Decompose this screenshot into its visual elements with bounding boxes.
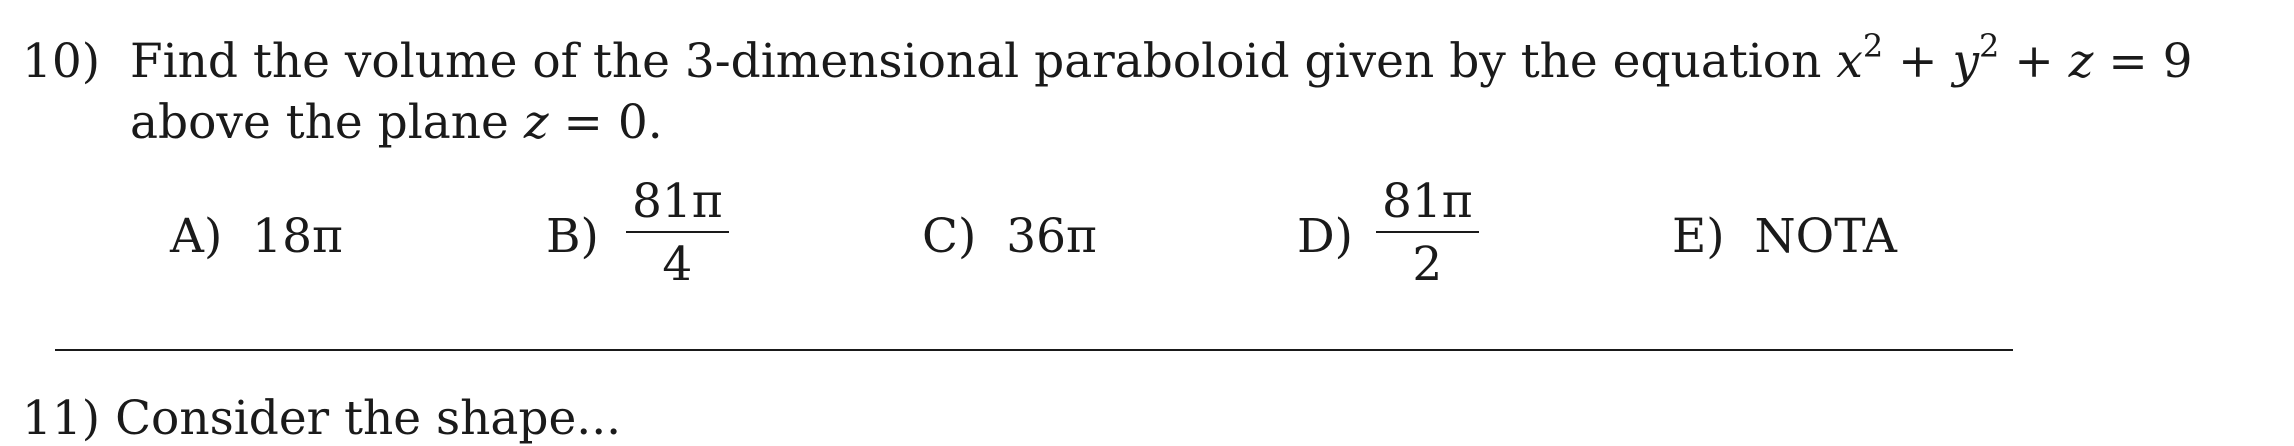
choice-a[interactable] — [170, 209, 343, 264]
separator-rule — [55, 349, 2013, 351]
choice-e[interactable] — [1672, 209, 1897, 264]
choice-b-denominator: 4 — [662, 237, 693, 292]
choice-e-value: NOTA — [1754, 209, 1897, 264]
choice-e-label: E) — [1672, 209, 1725, 264]
question-text: Find the volume of the 3-dimensional paraboloid given by the equation — [130, 34, 1822, 89]
choice-b-numerator: 81π — [632, 174, 723, 229]
choice-c-label: C) — [922, 209, 977, 264]
choice-d-numerator: 81π — [1382, 174, 1473, 229]
choice-c[interactable] — [922, 209, 1097, 264]
plane-equation: z = 0. — [523, 95, 663, 150]
choice-a-value: 18π — [252, 209, 343, 264]
next-question-partial: 11) Consider the shape... — [22, 391, 622, 446]
choice-d-fraction[interactable] — [1376, 174, 1479, 292]
question-text-line2: above the plane z = 0. — [130, 95, 663, 150]
choice-a-label: A) — [170, 209, 223, 264]
choice-b-label[interactable]: B) — [546, 209, 599, 264]
question-number: 10) — [22, 34, 101, 89]
choice-d-denominator: 2 — [1412, 237, 1443, 292]
question-text-line1 — [130, 27, 2193, 89]
choice-d-label[interactable]: D) — [1297, 209, 1354, 264]
choice-c-value: 36π — [1006, 209, 1097, 264]
equation: $x^2 + y^2 + z = 9$ — [1836, 27, 2193, 89]
choice-b-fraction[interactable] — [626, 174, 729, 292]
